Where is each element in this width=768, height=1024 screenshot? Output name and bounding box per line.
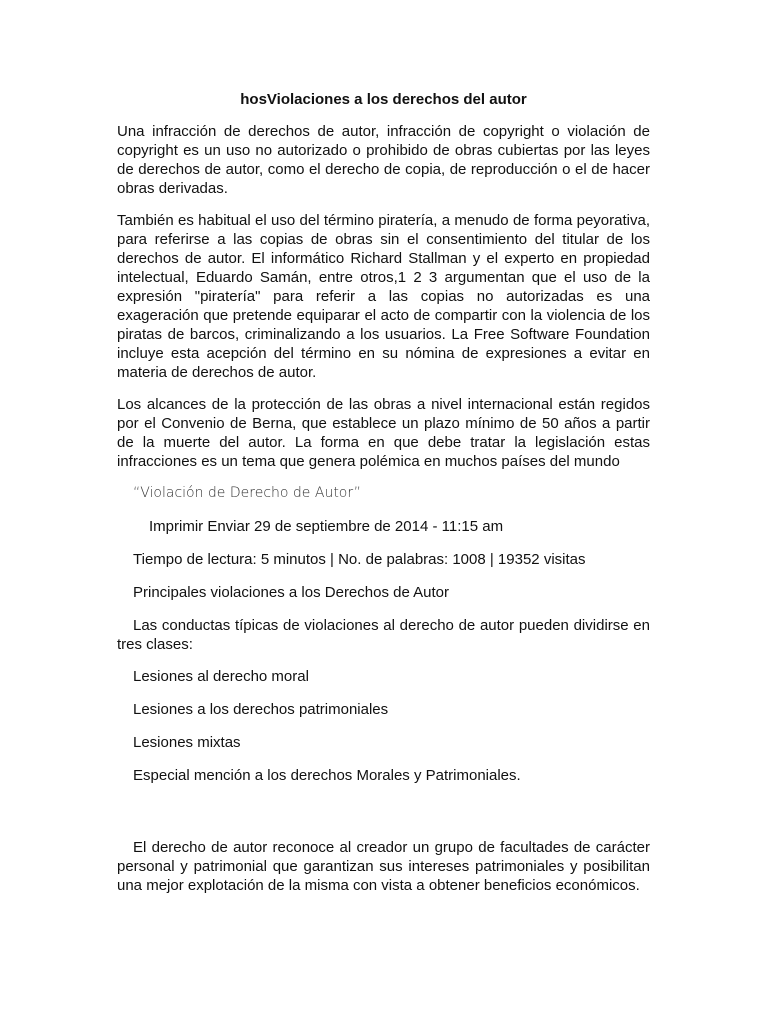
classes-intro: Las conductas típicas de violaciones al derecho de autor pueden dividirse en tres clases: xyxy=(117,617,650,653)
paragraph-piracy-term: También es habitual el uso del término piratería, a menudo de forma peyorativa, para referirse a las copias de obras sin el consentimiento del titular de los derechos de autor. El informático Richard Stallman y el experto en propiedad intelectual, Eduardo Samán, entre otros,1 2 3 argumentan que el uso de la expresión "piratería" para referir a las copias no autorizadas es una exageración que pretende equiparar el acto de compartir con la violencia de los piratas de barcos, criminalizando a los usuarios. La Free Software Foundation incluye esta acepción del término en su nómina de expresiones a evitar en materia de derechos de autor. xyxy=(117,212,650,381)
quote-title: “Violación de Derecho de Autor” xyxy=(133,485,361,501)
list-item: Lesiones al derecho moral xyxy=(133,668,309,685)
list-item: Lesiones a los derechos patrimoniales xyxy=(133,701,389,718)
closing-paragraph: El derecho de autor reconoce al creador un grupo de facultades de carácter personal y patrimonial que garantizan sus intereses patrimoniales y posibilitan una mejor explotación de la misma con vista a obtener beneficios económicos. xyxy=(117,839,650,894)
section-heading: Principales violaciones a los Derechos de Autor xyxy=(133,584,450,601)
reading-info-line: Tiempo de lectura: 5 minutos | No. de palabras: 1008 | 19352 visitas xyxy=(133,551,586,568)
paragraph-infraction-definition: Una infracción de derechos de autor, infracción de copyright o violación de copyright es un uso no autorizado o prohibido de obras cubiertas por las leyes de derechos de autor, como el derecho de copia, de reproducción o el de hacer obras derivadas. xyxy=(117,123,650,197)
document-page xyxy=(117,88,650,908)
paragraph-berne-convention: Los alcances de la protección de las obras a nivel internacional están regidos por el Convenio de Berna, que establece un plazo mínimo de 50 años a partir de la muerte del autor. La forma en que debe tratar la legislación estas infracciones es un tema que genera polémica en muchos países del mundo xyxy=(117,396,650,470)
blank-spacer xyxy=(117,799,650,838)
list-item: Especial mención a los derechos Morales y Patrimoniales. xyxy=(133,767,521,784)
list-item: Lesiones mixtas xyxy=(133,734,241,751)
document-title: hosViolaciones a los derechos del autor xyxy=(240,91,527,108)
print-send-date-line: Imprimir Enviar 29 de septiembre de 2014 - 11:15 am xyxy=(149,518,504,535)
